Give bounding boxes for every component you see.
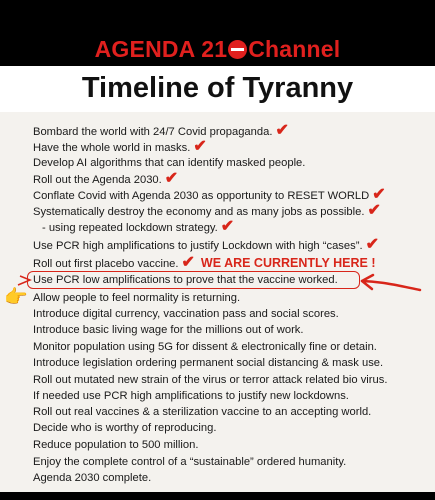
timeline-item-text: Conflate Covid with Agenda 2030 as opportunity to RESET WORLD [33,190,370,202]
timeline-item-text: Introduce legislation ordering permanent social distancing & mask use. [33,357,384,369]
timeline-item-text: Monitor population using 5G for dissent & electronically fine or detain. [33,341,377,353]
timeline-item-text: Systematically destroy the economy and as many jobs as possible. [33,206,365,218]
timeline-item-text: Roll out real vaccines & a sterilization vaccine to an accepting world. [33,406,372,418]
timeline-item-text: Introduce basic living wage for the millions out of work. [33,324,304,336]
poster-title: Timeline of Tyranny [81,72,354,104]
timeline-item-text: Develop AI algorithms that can identify masked people. [33,157,306,169]
timeline-item-text: Have the whole world in masks. [33,142,191,154]
timeline-item-text: - using repeated lockdown strategy. [42,222,218,234]
current-position-label: WE ARE CURRENTLY HERE ! [200,256,376,270]
check-mark-icon: ✔ [365,236,379,253]
timeline-item-text: Decide who is worthy of reproducing. [33,422,217,434]
timeline-item-text: Use PCR low amplifications to prove that the vaccine worked. [33,274,338,286]
timeline-item-text: If needed use PCR high amplifications to justify new lockdowns. [33,390,349,402]
timeline-item-text: Use PCR high amplifications to justify Lockdown with high “cases”. [33,240,363,252]
pointing-hand-icon: 👉 [4,287,28,308]
timeline-item-text: Agenda 2030 complete. [33,472,152,484]
banner-text-before: AGENDA 21 [94,36,228,62]
timeline-item-text: Enjoy the complete control of a “sustainable” ordered humanity. [33,456,347,468]
banner-text-after: Channel [248,36,341,62]
check-mark-icon: ✔ [275,122,289,139]
timeline-item-text: Introduce digital currency, vaccination pass and social scores. [33,308,339,320]
timeline-item-text: Bombard the world with 24/7 Covid propaganda. [33,126,273,138]
check-mark-icon: ✔ [164,170,179,187]
check-mark-icon: ✔ [193,138,207,155]
timeline-item-text: Roll out mutated new strain of the virus or terror attack related bio virus. [33,374,388,386]
timeline-item-text: Roll out first placebo vaccine. [33,258,179,270]
check-mark-icon: ✔ [181,254,195,271]
timeline-item-text: Reduce population to 500 million. [33,439,199,451]
check-mark-icon: ✔ [372,186,386,203]
timeline-item-text: Allow people to feel normality is returning. [33,292,241,304]
timeline-item-text: Roll out the Agenda 2030. [33,174,162,186]
check-mark-icon: ✔ [220,218,235,235]
check-mark-icon: ✔ [367,202,381,219]
